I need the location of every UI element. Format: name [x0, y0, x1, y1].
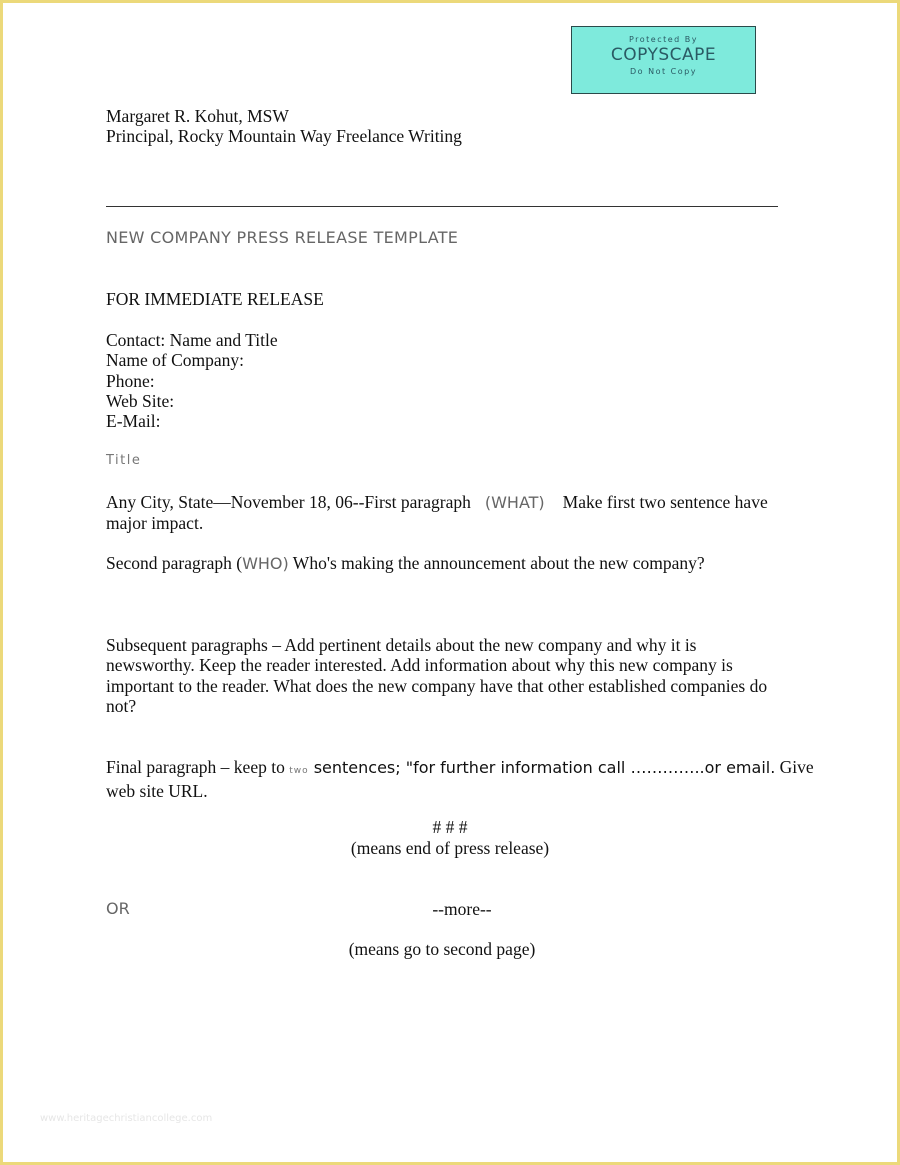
para4-text2: sentences; "for further information call …………..or email.	[308, 758, 776, 777]
phone-line: Phone:	[106, 370, 155, 391]
divider-line	[106, 206, 778, 207]
badge-line1: Protected By	[628, 35, 699, 44]
contact-line: Contact: Name and Title	[106, 330, 278, 350]
author-name: Margaret R. Kohut, MSW	[106, 106, 289, 126]
title-placeholder: Title	[106, 453, 142, 468]
paragraph-3	[106, 635, 767, 716]
para4-text3: Give	[775, 757, 814, 777]
para4-text1: Final paragraph – keep to	[106, 757, 290, 777]
watermark: www.heritagechristiancollege.com	[40, 1113, 213, 1124]
para4-line2: web site URL.	[106, 781, 208, 802]
paragraph-1	[106, 492, 796, 534]
para3-line2: newsworthy. Keep the reader interested. Add information about why this new company is	[106, 655, 733, 676]
para1-text2: Make first two sentence have	[562, 492, 768, 512]
end-note: (means end of press release)	[350, 838, 550, 858]
paragraph-4	[106, 757, 814, 802]
company-line: Name of Company:	[106, 350, 245, 371]
end-symbol: # # #	[432, 817, 468, 837]
para1-tag: (WHAT)	[484, 493, 545, 512]
or-label: OR	[106, 899, 130, 918]
more-note: (means go to second page)	[348, 939, 536, 959]
para2-text2: Who's making the announcement about the new company?	[288, 553, 705, 573]
email-line: E-Mail:	[106, 411, 161, 432]
contact-block	[106, 330, 278, 431]
badge-line3: Do Not Copy	[630, 67, 697, 76]
more-symbol: --more--	[432, 899, 492, 919]
badge-line2: COPYSCAPE	[610, 45, 717, 65]
para2-text1: Second paragraph (	[106, 553, 243, 573]
para1-line2: major impact.	[106, 513, 204, 534]
para3-line4: not?	[106, 695, 137, 716]
para3-line1: Subsequent paragraphs – Add pertinent details about the new company and why it is	[106, 635, 697, 655]
release-label: FOR IMMEDIATE RELEASE	[106, 289, 324, 309]
copyscape-badge[interactable]	[571, 26, 756, 94]
para3-line3: important to the reader. What does the new company have that other established companies do	[106, 675, 768, 696]
para1-text1: Any City, State—November 18, 06--First paragraph	[106, 492, 471, 512]
paragraph-2	[106, 553, 705, 574]
para4-small: two	[289, 766, 309, 776]
para2-tag: WHO)	[242, 554, 289, 573]
website-line: Web Site:	[106, 390, 175, 411]
author-title: Principal, Rocky Mountain Way Freelance Writing	[106, 126, 462, 146]
template-title: NEW COMPANY PRESS RELEASE TEMPLATE	[106, 228, 459, 247]
